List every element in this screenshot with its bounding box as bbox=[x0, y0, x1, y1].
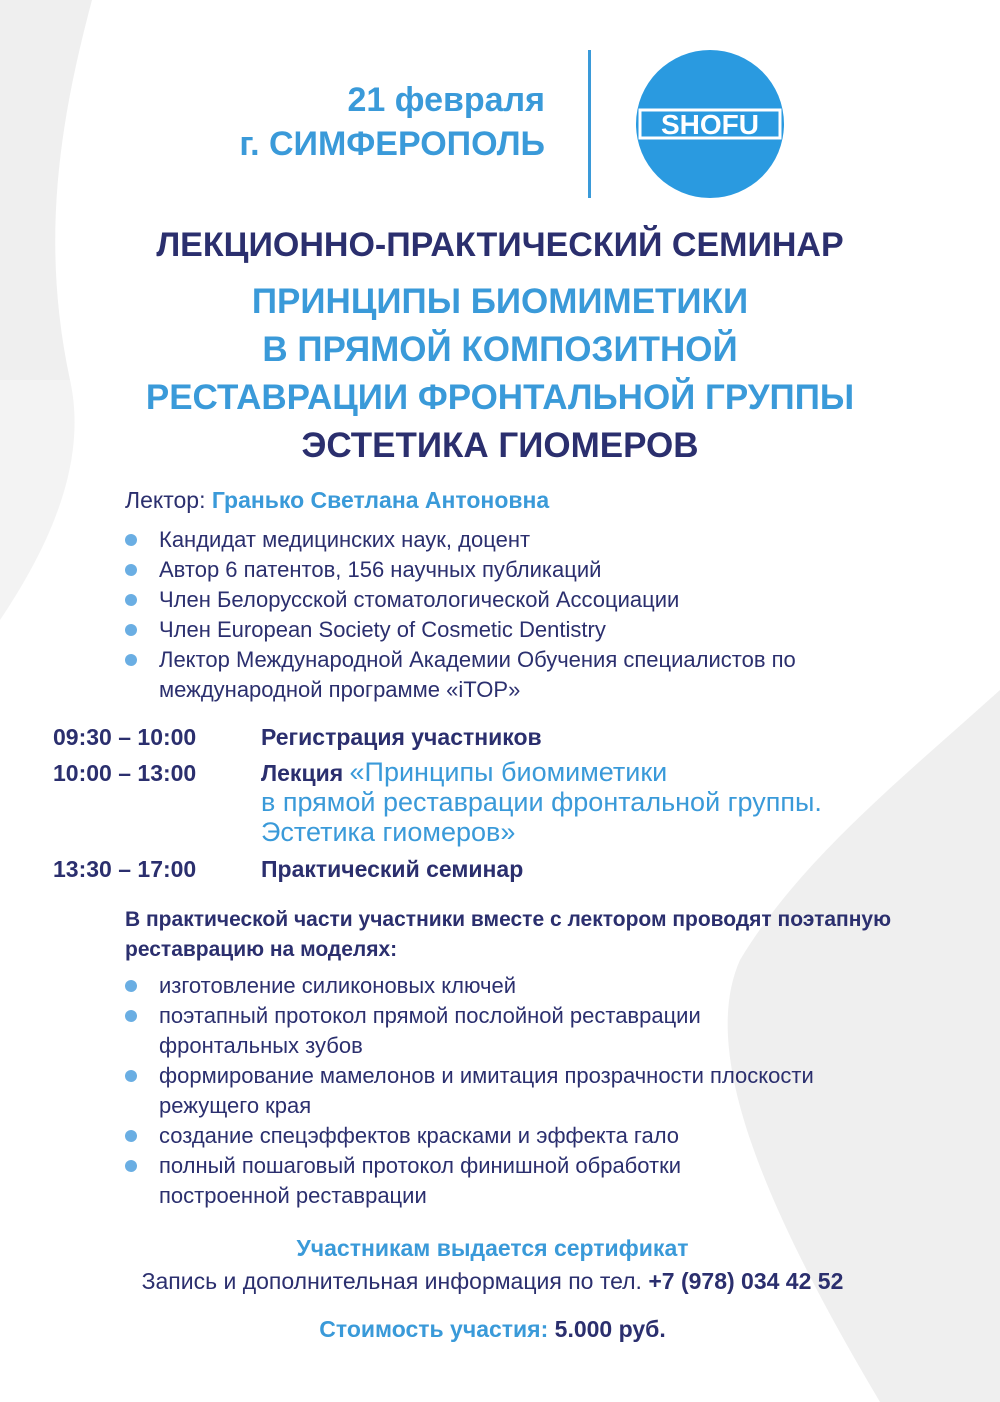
lecture-title-line-2: в прямой реставрации фронтальной группы. bbox=[261, 787, 822, 817]
schedule-event bbox=[261, 758, 822, 848]
schedule-event-title: Лекция bbox=[261, 760, 344, 786]
logo-text: SHOFU bbox=[661, 109, 759, 140]
schedule bbox=[53, 722, 953, 890]
schedule-time: 13:30 – 17:00 bbox=[53, 856, 197, 882]
price-value: 5.000 руб. bbox=[554, 1316, 666, 1342]
subtopic: ЭСТЕТИКА ГИОМЕРОВ bbox=[301, 426, 699, 465]
topic-line-1: ПРИНЦИПЫ БИОМИМЕТИКИ bbox=[251, 282, 749, 321]
bullet-icon bbox=[125, 654, 137, 666]
bullet-icon bbox=[125, 534, 137, 546]
lecturer-line bbox=[125, 487, 549, 514]
lecture-title-line-1: «Принципы биомиметики bbox=[349, 757, 668, 787]
seminar-titles bbox=[0, 222, 1000, 470]
list-item: Автор 6 патентов, 156 научных публикаций bbox=[125, 555, 925, 585]
list-item: создание спецэффектов красками и эффекта гало bbox=[125, 1121, 945, 1151]
schedule-row bbox=[53, 854, 953, 884]
topic-line-3: РЕСТАВРАЦИИ ФРОНТАЛЬНОЙ ГРУППЫ bbox=[145, 378, 855, 417]
event-date: 21 февраля bbox=[347, 81, 545, 119]
bullet-icon bbox=[125, 1130, 137, 1142]
bullet-icon bbox=[125, 980, 137, 992]
phone-number: +7 (978) 034 42 52 bbox=[648, 1268, 844, 1294]
schedule-row bbox=[53, 758, 953, 848]
list-item: Кандидат медицинских наук, доцент bbox=[125, 525, 925, 555]
seminar-type: ЛЕКЦИОННО-ПРАКТИЧЕСКИЙ СЕМИНАР bbox=[156, 226, 844, 264]
header-divider bbox=[588, 50, 591, 198]
list-item: поэтапный протокол прямой послойной реставрации фронтальных зубов bbox=[125, 1001, 819, 1061]
schedule-row bbox=[53, 722, 953, 752]
topic-line-2: В ПРЯМОЙ КОМПОЗИТНОЙ bbox=[262, 330, 738, 369]
price-label: Стоимость участия: bbox=[319, 1316, 549, 1342]
event-date-location bbox=[239, 78, 545, 166]
contact-line bbox=[0, 1268, 985, 1295]
schedule-time: 10:00 – 13:00 bbox=[53, 760, 197, 786]
lecturer-label: Лектор: bbox=[125, 487, 206, 513]
event-city: г. СИМФЕРОПОЛЬ bbox=[239, 125, 545, 163]
certificate-note: Участникам выдается сертификат bbox=[296, 1235, 689, 1261]
price-line bbox=[0, 1316, 985, 1343]
practice-items bbox=[125, 971, 945, 1211]
bullet-icon bbox=[125, 564, 137, 576]
bullet-icon bbox=[125, 1070, 137, 1082]
schedule-time: 09:30 – 10:00 bbox=[53, 724, 197, 750]
bullet-icon bbox=[125, 624, 137, 636]
lecturer-credentials bbox=[125, 525, 925, 705]
bullet-icon bbox=[125, 1160, 137, 1172]
list-item: полный пошаговый протокол финишной обработки построенной реставрации bbox=[125, 1151, 809, 1211]
list-item: Член European Society of Cosmetic Dentistry bbox=[125, 615, 925, 645]
practice-intro: В практической части участники вместе с лектором проводят поэтапную реставрацию на моделях: bbox=[125, 908, 892, 961]
list-item: формирование мамелонов и имитация прозрачности плоскости режущего края bbox=[125, 1061, 819, 1121]
list-item: изготовление силиконовых ключей bbox=[125, 971, 945, 1001]
contact-text: Запись и дополнительная информация по тел. bbox=[141, 1268, 642, 1294]
bullet-icon bbox=[125, 1010, 137, 1022]
schedule-event: Регистрация участников bbox=[261, 724, 542, 750]
shofu-logo bbox=[636, 50, 784, 198]
bullet-icon bbox=[125, 594, 137, 606]
lecturer-name: Гранько Светлана Антоновна bbox=[211, 487, 550, 513]
lecture-title-line-3: Эстетика гиомеров» bbox=[261, 817, 516, 847]
list-item: Лектор Международной Академии Обучения специалистов по международной программе «iTOP» bbox=[125, 645, 879, 705]
list-item: Член Белорусской стоматологической Ассоциации bbox=[125, 585, 925, 615]
schedule-event: Практический семинар bbox=[261, 856, 524, 882]
